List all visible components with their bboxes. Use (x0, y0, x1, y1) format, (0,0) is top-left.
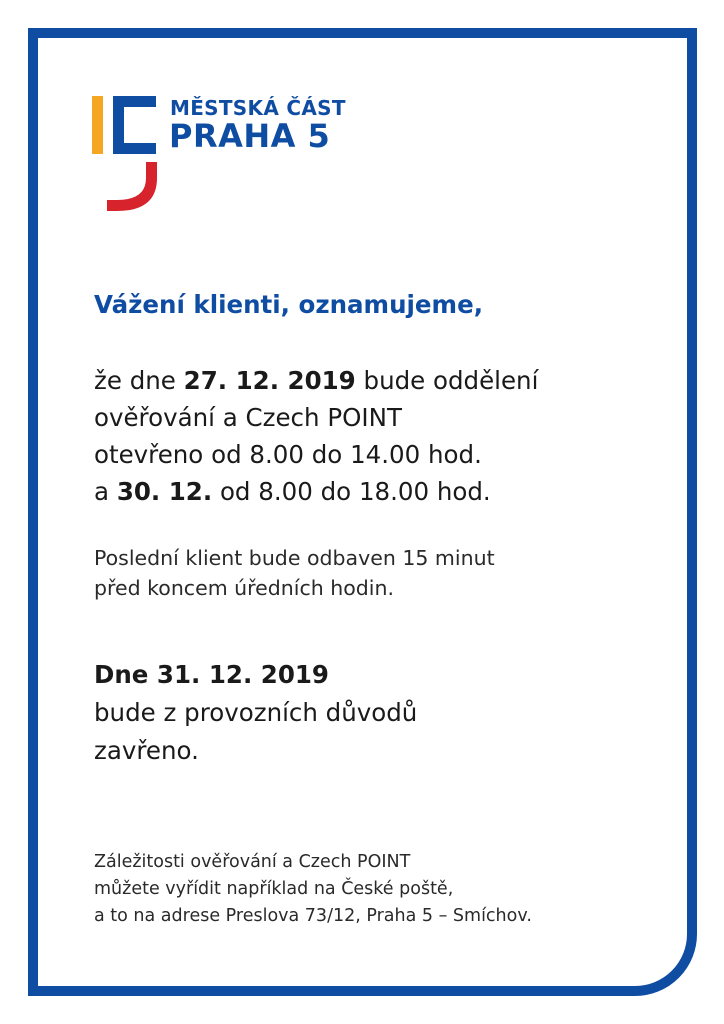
announcement-date: 27. 12. 2019 (183, 366, 356, 395)
closure-line2: bude z provozních důvodů (94, 698, 418, 727)
praha5-logo-icon (92, 96, 162, 214)
note-line2: před koncem úředních hodin. (94, 576, 394, 600)
footer-line2: můžete vyřídit například na České poště, (94, 879, 454, 899)
announcement-line1 (94, 362, 538, 399)
announcement-text: bude oddělení (355, 366, 539, 395)
logo (92, 96, 392, 214)
announcement-date: 30. 12. (116, 477, 213, 506)
announcement-text: že dne (94, 366, 184, 395)
logo-line1: MĚSTSKÁ ČÁST (170, 96, 346, 120)
announcement-line4 (94, 473, 538, 510)
closure-date: Dne 31. 12. 2019 (94, 660, 329, 689)
announcement (94, 362, 538, 510)
logo-line2: PRAHA 5 (169, 117, 331, 155)
greeting-heading: Vážení klienti, oznamujeme, (94, 290, 483, 319)
announcement-line3: otevřeno od 8.00 do 14.00 hod. (94, 440, 482, 469)
footer-line3: a to na adrese Preslova 73/12, Praha 5 – Smíchov. (94, 906, 532, 926)
announcement-text: od 8.00 do 18.00 hod. (212, 477, 491, 506)
announcement-text: a (94, 477, 117, 506)
footer-info (94, 849, 532, 930)
last-client-note (94, 543, 495, 603)
announcement-line2: ověřování a Czech POINT (94, 403, 402, 432)
closure-line3: zavřeno. (94, 736, 199, 765)
footer-line1: Záležitosti ověřování a Czech POINT (94, 852, 411, 872)
closure-notice (94, 656, 417, 770)
note-line1: Poslední klient bude odbaven 15 minut (94, 546, 495, 570)
